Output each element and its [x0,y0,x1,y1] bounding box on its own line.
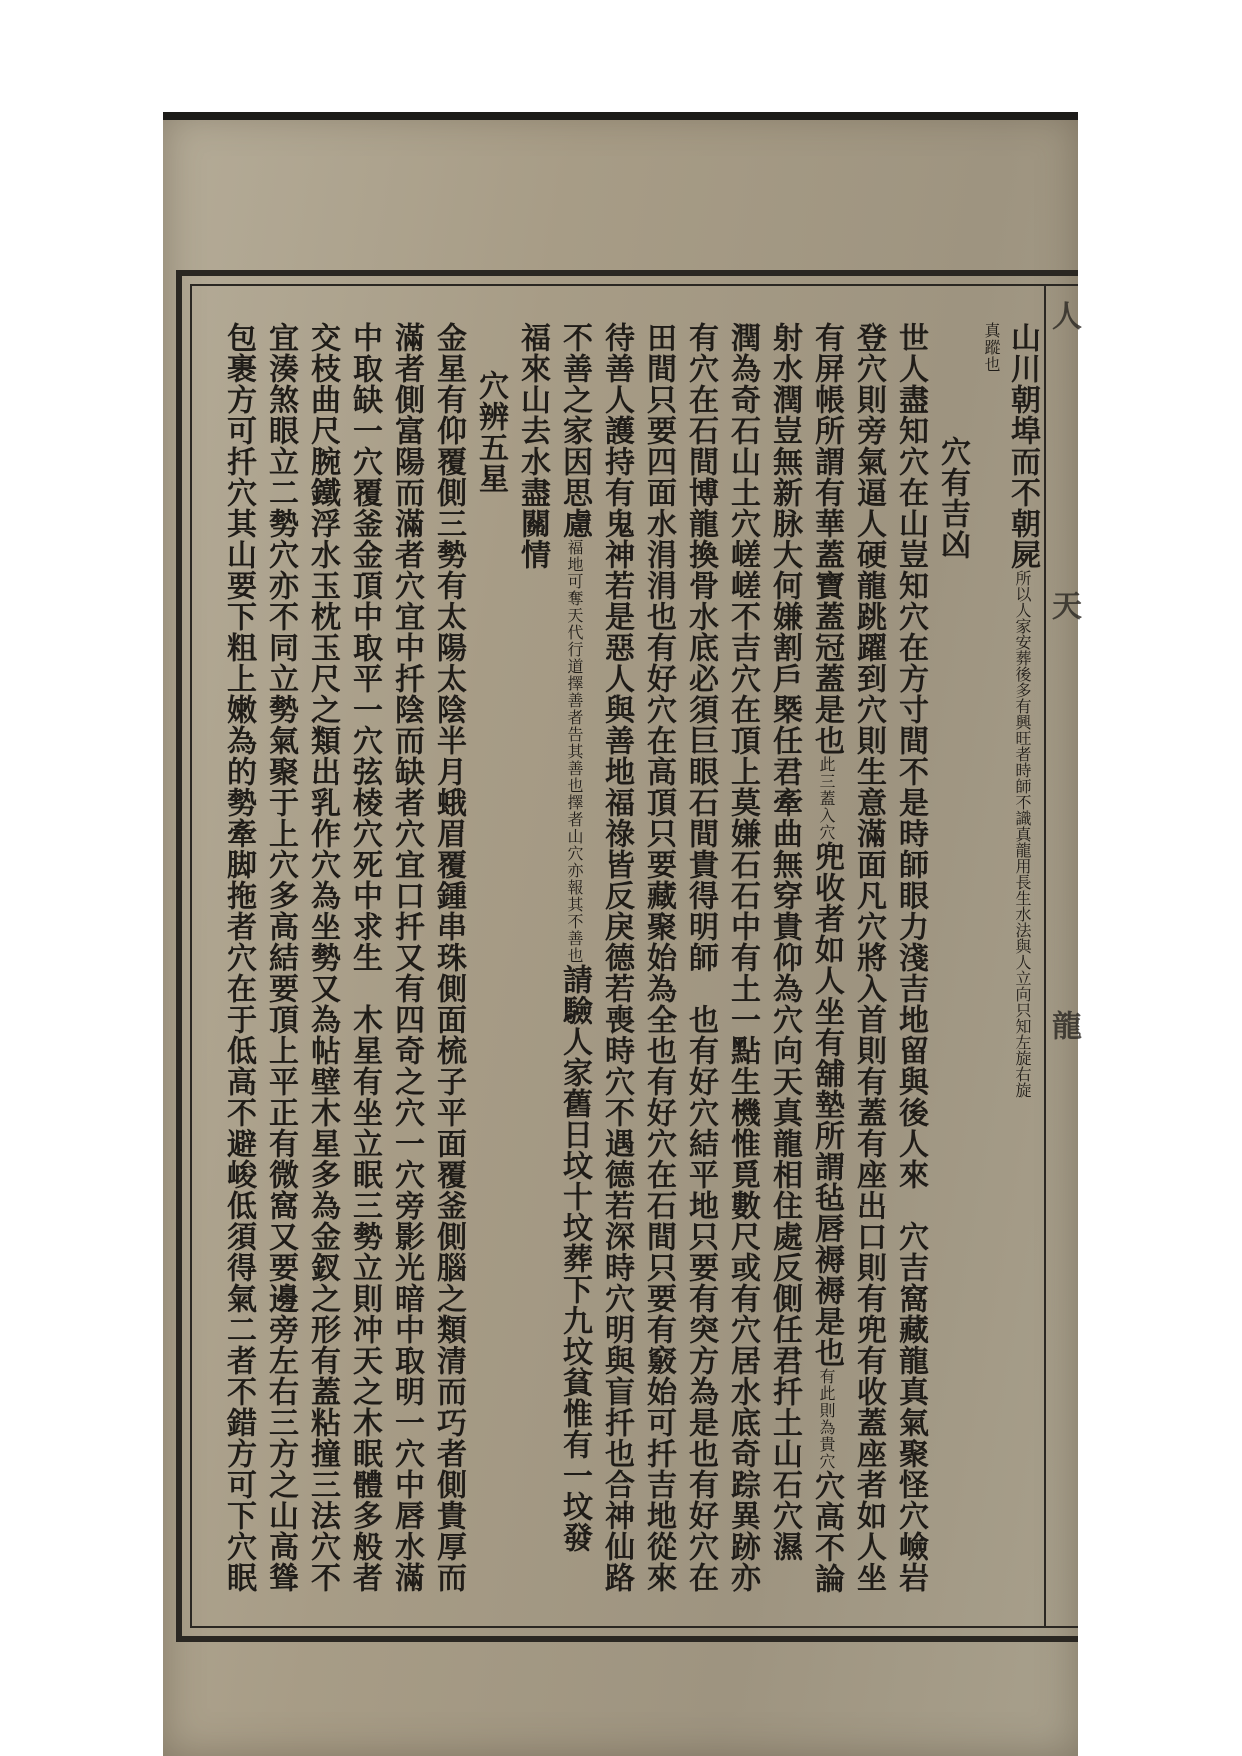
text-column-8: 有穴在石間博龍換骨水底必須巨眼石間貴得明師 也有好穴結平地只要有突方為是也有好穴在 [683,322,718,1593]
text-column-19: 包裹方可扦穴其山要下粗上嫩為的勢牽脚拖者穴在于低高不避峻低須得氣二者不錯方可下穴眠 [221,322,256,1593]
text-column-12: 福來山去水盡關情 [515,322,550,570]
text-column-1b: 真蹤也 [982,322,1001,373]
margin-strip [1044,284,1081,1628]
text-column-17: 交枝曲尺腕鐵浮水玉枕玉尺之類出乳作穴為坐勢又為帖壁木星多為金釵之形有蓋粘撞三法穴不 [305,322,340,1593]
section-heading-1: 穴有吉凶 [935,436,970,560]
text-column-9: 田間只要四面水涓涓也有好穴在高頂只要藏聚始為全也有好穴在石間只要有竅始可扦吉地從來 [641,322,676,1593]
text-column-7: 潤為奇石山土穴嵯嵯不吉穴在頂上莫嫌石石中有土一點生機惟覓數尺或有穴居水底奇踪異跡亦 [725,322,760,1593]
text-column-10: 待善人護持有鬼神若是惡人與善地福祿皆反戾德若喪時穴不遇德若深時穴明與盲扦也合神仙路 [599,322,634,1593]
text-column-4: 登穴則旁氣逼人硬龍跳躍到穴則生意滿面凡穴將入首則有蓋有座出口則有兜有收蓋座者如人坐 [851,322,886,1593]
text-column-11: 不善之家因思慮福地可奪天代行道擇善者告其善也擇者山穴亦報其不善也請驗人家舊日坟十坟葬下九坟貧惟有一坟發 [557,322,592,1553]
margin-mark-2: 天 [1046,590,1081,620]
text-column-6: 射水潤豈無新脉大何嫌割戶槩任君牽曲無穿貴仰為穴向天真龍相住處反側任君扦土山石穴濕 [767,322,802,1562]
text-column-3: 世人盡知穴在山豈知穴在方寸間不是時師眼力淺吉地留與後人來 穴吉窩藏龍真氣聚怪穴嶮岩 [893,322,928,1593]
text-column-14: 金星有仰覆側三勢有太陽太陰半月蛾眉覆鍾串珠側面梳子平面覆釜側腦之類清而巧者側貴厚而 [431,322,466,1593]
margin-mark-1: 人 [1046,300,1081,330]
section-heading-2: 穴辨五星 [473,370,508,494]
text-column-16: 中取缺一穴覆釜金頂中取平一穴弦棱穴死中求生 木星有坐立眠三勢立則冲天之木眠體多般者 [347,322,382,1593]
text-column-5: 有屏帳所謂有華蓋寶蓋冠蓋是也此三蓋入穴兜收者如人坐有舖墊所謂毡唇褥褥是也有此則為貴穴穴高不論 [809,322,844,1594]
text-column-1: 山川朝埠而不朝屍所以人家安葬後多有興旺者時師不識真龍用長生水法與人立向只知左旋右旋 [1005,322,1040,1098]
text-column-18: 宜湊煞眼立二勢穴亦不同立勢氣聚于上穴多高結要頂上平正有微窩又要邊旁左右三方之山高聳 [263,322,298,1593]
page-top-edge [163,112,1078,120]
text-column-15: 滿者側富陽而滿者穴宜中扦陰而缺者穴宜口扦又有四奇之穴一穴旁影光暗中取明一穴中唇水滿 [389,322,424,1593]
margin-mark-3: 龍 [1046,1010,1081,1040]
